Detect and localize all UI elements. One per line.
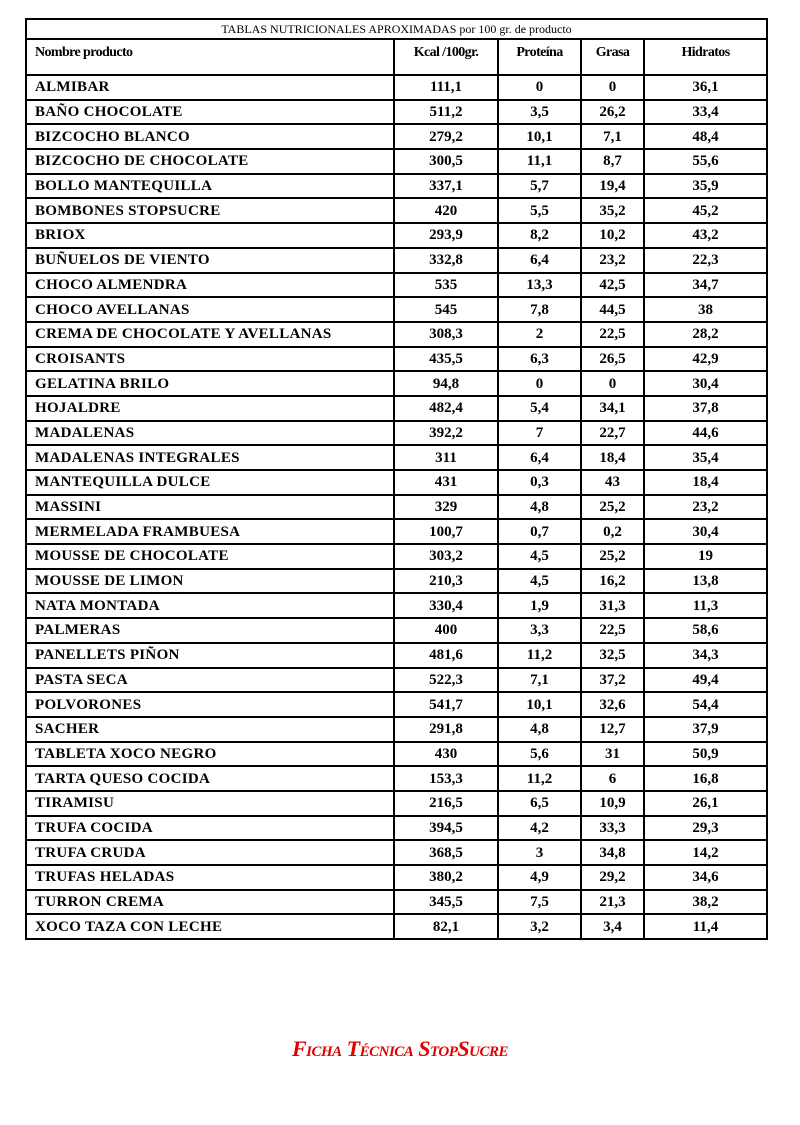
table-row — [26, 297, 767, 322]
protein-cell: 0,7 — [498, 519, 581, 544]
protein-cell: 0 — [498, 75, 581, 100]
fat-cell: 21,3 — [581, 890, 644, 915]
carbs-cell: 16,8 — [644, 766, 767, 791]
carbs-cell: 34,6 — [644, 865, 767, 890]
fat-cell: 10,9 — [581, 791, 644, 816]
protein-cell: 2 — [498, 322, 581, 347]
table-row — [26, 124, 767, 149]
table-row — [26, 495, 767, 520]
carbs-cell: 19 — [644, 544, 767, 569]
carbs-cell: 58,6 — [644, 618, 767, 643]
protein-cell: 0,3 — [498, 470, 581, 495]
carbs-cell: 37,8 — [644, 396, 767, 421]
fat-cell: 6 — [581, 766, 644, 791]
fat-cell: 35,2 — [581, 198, 644, 223]
table-row — [26, 445, 767, 470]
carbs-cell: 33,4 — [644, 100, 767, 125]
table-row — [26, 890, 767, 915]
table-row — [26, 100, 767, 125]
table-row — [26, 791, 767, 816]
product-name-cell: TARTA QUESO COCIDA — [26, 766, 394, 791]
kcal-cell: 293,9 — [394, 223, 498, 248]
table-row — [26, 421, 767, 446]
carbs-cell: 34,3 — [644, 643, 767, 668]
kcal-cell: 291,8 — [394, 717, 498, 742]
header-name: Nombre producto — [26, 39, 394, 75]
carbs-cell: 42,9 — [644, 347, 767, 372]
protein-cell: 7,8 — [498, 297, 581, 322]
kcal-cell: 311 — [394, 445, 498, 470]
product-name-cell: TRUFA COCIDA — [26, 816, 394, 841]
carbs-cell: 37,9 — [644, 717, 767, 742]
product-name-cell: CROISANTS — [26, 347, 394, 372]
kcal-cell: 420 — [394, 198, 498, 223]
table-row — [26, 223, 767, 248]
protein-cell: 3,2 — [498, 914, 581, 939]
fat-cell: 25,2 — [581, 495, 644, 520]
table-row — [26, 519, 767, 544]
protein-cell: 1,9 — [498, 593, 581, 618]
product-name-cell: XOCO TAZA CON LECHE — [26, 914, 394, 939]
table-row — [26, 273, 767, 298]
fat-cell: 16,2 — [581, 569, 644, 594]
product-name-cell: BIZCOCHO DE CHOCOLATE — [26, 149, 394, 174]
fat-cell: 29,2 — [581, 865, 644, 890]
product-name-cell: TURRON CREMA — [26, 890, 394, 915]
kcal-cell: 100,7 — [394, 519, 498, 544]
fat-cell: 0,2 — [581, 519, 644, 544]
protein-cell: 8,2 — [498, 223, 581, 248]
carbs-cell: 30,4 — [644, 519, 767, 544]
kcal-cell: 482,4 — [394, 396, 498, 421]
fat-cell: 22,5 — [581, 322, 644, 347]
product-name-cell: MOUSSE DE CHOCOLATE — [26, 544, 394, 569]
table-row — [26, 149, 767, 174]
protein-cell: 7,5 — [498, 890, 581, 915]
product-name-cell: TRUFAS HELADAS — [26, 865, 394, 890]
carbs-cell: 50,9 — [644, 742, 767, 767]
kcal-cell: 431 — [394, 470, 498, 495]
protein-cell: 4,8 — [498, 495, 581, 520]
kcal-cell: 153,3 — [394, 766, 498, 791]
protein-cell: 6,4 — [498, 445, 581, 470]
product-name-cell: PALMERAS — [26, 618, 394, 643]
fat-cell: 31,3 — [581, 593, 644, 618]
protein-cell: 5,5 — [498, 198, 581, 223]
carbs-cell: 14,2 — [644, 840, 767, 865]
table-row — [26, 470, 767, 495]
table-row — [26, 322, 767, 347]
protein-cell: 4,5 — [498, 544, 581, 569]
protein-cell: 11,2 — [498, 643, 581, 668]
table-row — [26, 766, 767, 791]
carbs-cell: 30,4 — [644, 371, 767, 396]
carbs-cell: 38,2 — [644, 890, 767, 915]
fat-cell: 8,7 — [581, 149, 644, 174]
protein-cell: 6,3 — [498, 347, 581, 372]
protein-cell: 4,2 — [498, 816, 581, 841]
product-name-cell: BIZCOCHO BLANCO — [26, 124, 394, 149]
fat-cell: 34,1 — [581, 396, 644, 421]
protein-cell: 3 — [498, 840, 581, 865]
table-row — [26, 198, 767, 223]
table-row — [26, 248, 767, 273]
kcal-cell: 303,2 — [394, 544, 498, 569]
protein-cell: 3,5 — [498, 100, 581, 125]
protein-cell: 13,3 — [498, 273, 581, 298]
kcal-cell: 430 — [394, 742, 498, 767]
product-name-cell: TRUFA CRUDA — [26, 840, 394, 865]
kcal-cell: 481,6 — [394, 643, 498, 668]
carbs-cell: 35,4 — [644, 445, 767, 470]
table-row — [26, 668, 767, 693]
kcal-cell: 400 — [394, 618, 498, 643]
fat-cell: 0 — [581, 371, 644, 396]
protein-cell: 5,7 — [498, 174, 581, 199]
product-name-cell: ALMIBAR — [26, 75, 394, 100]
fat-cell: 34,8 — [581, 840, 644, 865]
product-name-cell: MASSINI — [26, 495, 394, 520]
product-name-cell: MANTEQUILLA DULCE — [26, 470, 394, 495]
product-name-cell: BRIOX — [26, 223, 394, 248]
kcal-cell: 210,3 — [394, 569, 498, 594]
fat-cell: 37,2 — [581, 668, 644, 693]
product-name-cell: MOUSSE DE LIMON — [26, 569, 394, 594]
product-name-cell: GELATINA BRILO — [26, 371, 394, 396]
product-name-cell: CHOCO ALMENDRA — [26, 273, 394, 298]
product-name-cell: MADALENAS — [26, 421, 394, 446]
table-row — [26, 914, 767, 939]
fat-cell: 26,5 — [581, 347, 644, 372]
kcal-cell: 300,5 — [394, 149, 498, 174]
product-name-cell: MERMELADA FRAMBUESA — [26, 519, 394, 544]
fat-cell: 23,2 — [581, 248, 644, 273]
carbs-cell: 22,3 — [644, 248, 767, 273]
kcal-cell: 435,5 — [394, 347, 498, 372]
kcal-cell: 332,8 — [394, 248, 498, 273]
fat-cell: 43 — [581, 470, 644, 495]
table-row — [26, 643, 767, 668]
header-fat: Grasa — [581, 39, 644, 75]
nutrition-table — [25, 18, 768, 940]
fat-cell: 22,5 — [581, 618, 644, 643]
protein-cell: 7,1 — [498, 668, 581, 693]
table-row — [26, 618, 767, 643]
carbs-cell: 11,3 — [644, 593, 767, 618]
carbs-cell: 18,4 — [644, 470, 767, 495]
product-name-cell: BOMBONES STOPSUCRE — [26, 198, 394, 223]
kcal-cell: 535 — [394, 273, 498, 298]
table-row — [26, 593, 767, 618]
protein-cell: 4,9 — [498, 865, 581, 890]
table-row — [26, 569, 767, 594]
kcal-cell: 394,5 — [394, 816, 498, 841]
table-row — [26, 544, 767, 569]
kcal-cell: 82,1 — [394, 914, 498, 939]
product-name-cell: MADALENAS INTEGRALES — [26, 445, 394, 470]
kcal-cell: 337,1 — [394, 174, 498, 199]
kcal-cell: 329 — [394, 495, 498, 520]
table-row — [26, 174, 767, 199]
product-name-cell: CHOCO AVELLANAS — [26, 297, 394, 322]
carbs-cell: 26,1 — [644, 791, 767, 816]
protein-cell: 0 — [498, 371, 581, 396]
table-row — [26, 371, 767, 396]
protein-cell: 4,8 — [498, 717, 581, 742]
fat-cell: 42,5 — [581, 273, 644, 298]
carbs-cell: 13,8 — [644, 569, 767, 594]
table-row — [26, 692, 767, 717]
product-name-cell: POLVORONES — [26, 692, 394, 717]
protein-cell: 6,5 — [498, 791, 581, 816]
fat-cell: 25,2 — [581, 544, 644, 569]
product-name-cell: BOLLO MANTEQUILLA — [26, 174, 394, 199]
table-row — [26, 742, 767, 767]
carbs-cell: 34,7 — [644, 273, 767, 298]
fat-cell: 44,5 — [581, 297, 644, 322]
table-row — [26, 840, 767, 865]
product-name-cell: SACHER — [26, 717, 394, 742]
fat-cell: 22,7 — [581, 421, 644, 446]
kcal-cell: 511,2 — [394, 100, 498, 125]
protein-cell: 11,2 — [498, 766, 581, 791]
header-carbs: Hidratos — [644, 39, 767, 75]
table-title: TABLAS NUTRICIONALES APROXIMADAS por 100 gr. de producto — [26, 19, 767, 39]
protein-cell: 7 — [498, 421, 581, 446]
protein-cell: 5,6 — [498, 742, 581, 767]
carbs-cell: 38 — [644, 297, 767, 322]
carbs-cell: 11,4 — [644, 914, 767, 939]
kcal-cell: 368,5 — [394, 840, 498, 865]
fat-cell: 31 — [581, 742, 644, 767]
kcal-cell: 545 — [394, 297, 498, 322]
kcal-cell: 380,2 — [394, 865, 498, 890]
carbs-cell: 48,4 — [644, 124, 767, 149]
fat-cell: 3,4 — [581, 914, 644, 939]
fat-cell: 12,7 — [581, 717, 644, 742]
protein-cell: 10,1 — [498, 124, 581, 149]
header-kcal: Kcal /100gr. — [394, 39, 498, 75]
kcal-cell: 308,3 — [394, 322, 498, 347]
carbs-cell: 36,1 — [644, 75, 767, 100]
product-name-cell: BUÑUELOS DE VIENTO — [26, 248, 394, 273]
carbs-cell: 45,2 — [644, 198, 767, 223]
kcal-cell: 541,7 — [394, 692, 498, 717]
carbs-cell: 23,2 — [644, 495, 767, 520]
kcal-cell: 94,8 — [394, 371, 498, 396]
table-row — [26, 75, 767, 100]
header-protein: Proteína — [498, 39, 581, 75]
product-name-cell: BAÑO CHOCOLATE — [26, 100, 394, 125]
protein-cell: 10,1 — [498, 692, 581, 717]
carbs-cell: 29,3 — [644, 816, 767, 841]
protein-cell: 5,4 — [498, 396, 581, 421]
fat-cell: 32,5 — [581, 643, 644, 668]
kcal-cell: 345,5 — [394, 890, 498, 915]
carbs-cell: 54,4 — [644, 692, 767, 717]
carbs-cell: 44,6 — [644, 421, 767, 446]
carbs-cell: 35,9 — [644, 174, 767, 199]
product-name-cell: PANELLETS PIÑON — [26, 643, 394, 668]
kcal-cell: 330,4 — [394, 593, 498, 618]
carbs-cell: 55,6 — [644, 149, 767, 174]
kcal-cell: 216,5 — [394, 791, 498, 816]
product-name-cell: CREMA DE CHOCOLATE Y AVELLANAS — [26, 322, 394, 347]
fat-cell: 7,1 — [581, 124, 644, 149]
table-title-row — [26, 19, 767, 39]
fat-cell: 33,3 — [581, 816, 644, 841]
table-row — [26, 816, 767, 841]
fat-cell: 18,4 — [581, 445, 644, 470]
fat-cell: 0 — [581, 75, 644, 100]
fat-cell: 19,4 — [581, 174, 644, 199]
fat-cell: 26,2 — [581, 100, 644, 125]
product-name-cell: TABLETA XOCO NEGRO — [26, 742, 394, 767]
carbs-cell: 43,2 — [644, 223, 767, 248]
carbs-cell: 28,2 — [644, 322, 767, 347]
product-name-cell: NATA MONTADA — [26, 593, 394, 618]
table-row — [26, 717, 767, 742]
product-name-cell: PASTA SECA — [26, 668, 394, 693]
table-row — [26, 347, 767, 372]
protein-cell: 4,5 — [498, 569, 581, 594]
protein-cell: 3,3 — [498, 618, 581, 643]
protein-cell: 6,4 — [498, 248, 581, 273]
product-name-cell: TIRAMISU — [26, 791, 394, 816]
kcal-cell: 279,2 — [394, 124, 498, 149]
kcal-cell: 392,2 — [394, 421, 498, 446]
kcal-cell: 111,1 — [394, 75, 498, 100]
table-row — [26, 396, 767, 421]
fat-cell: 10,2 — [581, 223, 644, 248]
footer-brand-text: Ficha Técnica StopSucre — [291, 1036, 509, 1061]
table-row — [26, 865, 767, 890]
carbs-cell: 49,4 — [644, 668, 767, 693]
product-name-cell: HOJALDRE — [26, 396, 394, 421]
protein-cell: 11,1 — [498, 149, 581, 174]
table-header-row — [26, 39, 767, 75]
kcal-cell: 522,3 — [394, 668, 498, 693]
fat-cell: 32,6 — [581, 692, 644, 717]
